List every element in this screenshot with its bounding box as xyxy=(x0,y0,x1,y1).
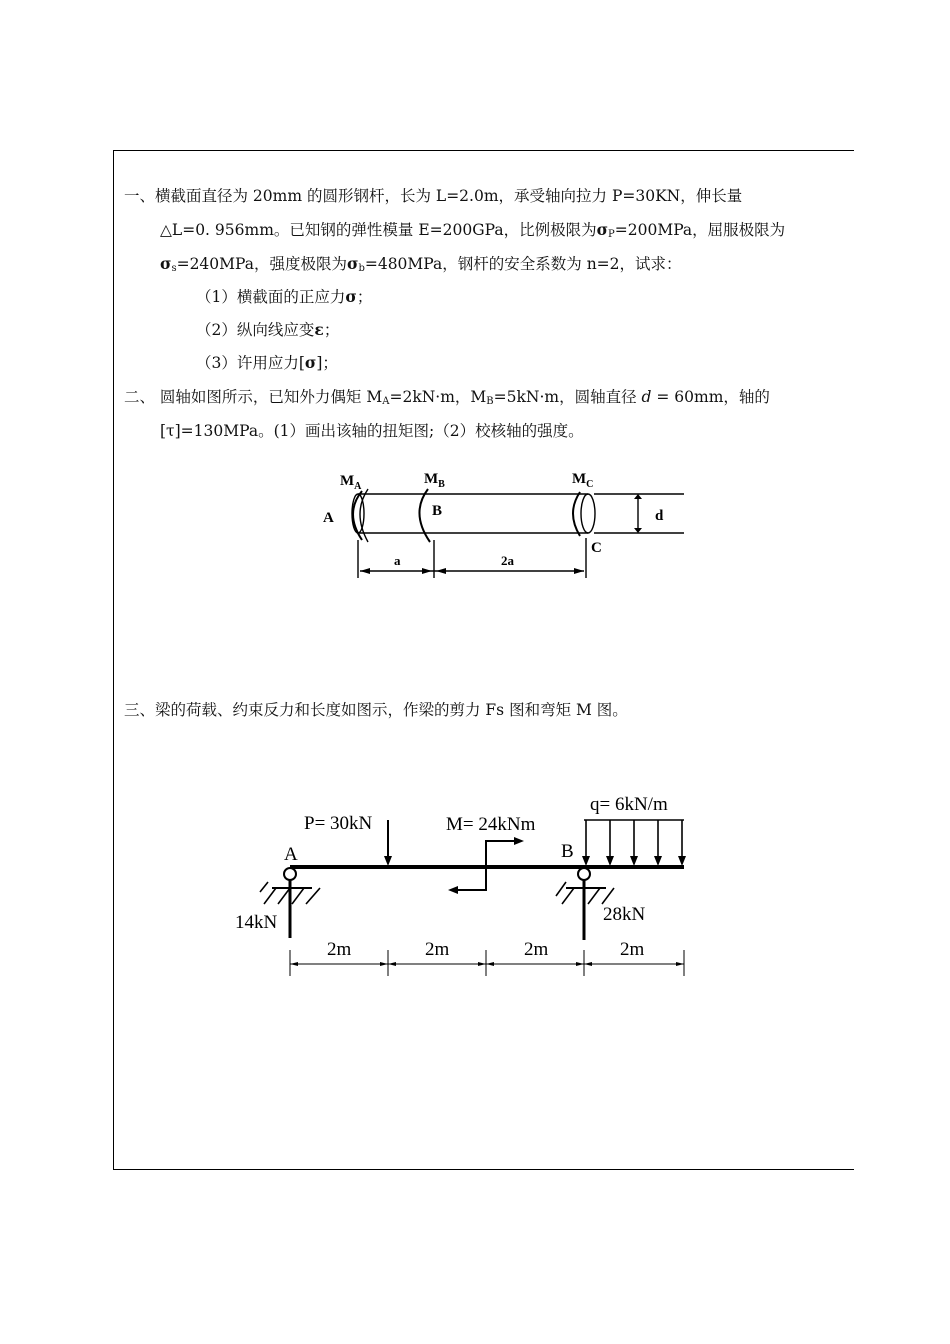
label-mc: $M_C$ xyxy=(572,471,594,490)
label-dim-4: 2m xyxy=(620,939,645,960)
p-arrow-head xyxy=(384,856,392,866)
q2-line-1: 二、 圆轴如图所示，已知外力偶矩 $M_A=2kN\cdot m$，$M_B=5kN\cdot m$，圆轴直径 d = 60mm，轴的 xyxy=(124,388,770,407)
q2-line-2: [τ]=130MPa。(1）画出该轴的扭矩图;（2）校核轴的强度。 xyxy=(160,422,584,440)
label-ma: $M_A$ xyxy=(340,473,362,492)
label-support-b: B xyxy=(561,841,574,862)
q1-sub-3: （3）许用应力[σ]； xyxy=(196,353,338,372)
q1-sub-1: （1）横截面的正应力σ； xyxy=(196,287,373,306)
label-dim-2: 2m xyxy=(425,939,450,960)
label-a: A xyxy=(323,510,334,526)
q1-sub-2: （2）纵向线应变ε； xyxy=(196,320,340,339)
label-dim-2a: 2a xyxy=(501,553,514,568)
label-reaction-a: 14kN xyxy=(235,912,278,933)
q1-line-2: △L=0. 956mm。已知钢的弹性模量 E=200GPa，比例极限为$\sigma_P=200MPa$，屈服极限为 xyxy=(160,220,786,240)
label-dim-a: a xyxy=(394,553,401,568)
label-d: d xyxy=(655,508,664,524)
q1-line-3: $\sigma_s=240MPa$，强度极限为$\sigma_b=480MPa$，钢杆的安全系数为 n=2，试求： xyxy=(160,254,682,274)
q1-line-1: 一、横截面直径为 20mm 的圆形钢杆，长为 L=2.0m，承受轴向拉力 P=30KN，伸长量 xyxy=(124,187,743,205)
label-mb: $M_B$ xyxy=(424,471,445,490)
label-b: B xyxy=(432,503,443,519)
label-dim-1: 2m xyxy=(327,939,352,960)
label-reaction-b: 28kN xyxy=(603,904,646,925)
label-p-load: P= 30kN xyxy=(304,813,373,834)
label-couple-m: M= 24kNm xyxy=(446,814,536,835)
label-q-load: q= 6kN/m xyxy=(590,794,668,815)
m-arrow-head-bottom xyxy=(448,886,458,894)
m-arrow-head-top xyxy=(514,837,524,845)
label-c: C xyxy=(591,540,602,556)
support-b-pin xyxy=(578,868,590,880)
support-a-pin xyxy=(284,868,296,880)
label-dim-3: 2m xyxy=(524,939,549,960)
label-support-a: A xyxy=(284,844,298,865)
q3-line-1: 三、梁的荷载、约束反力和长度如图示，作梁的剪力 Fs 图和弯矩 M 图。 xyxy=(124,701,628,719)
